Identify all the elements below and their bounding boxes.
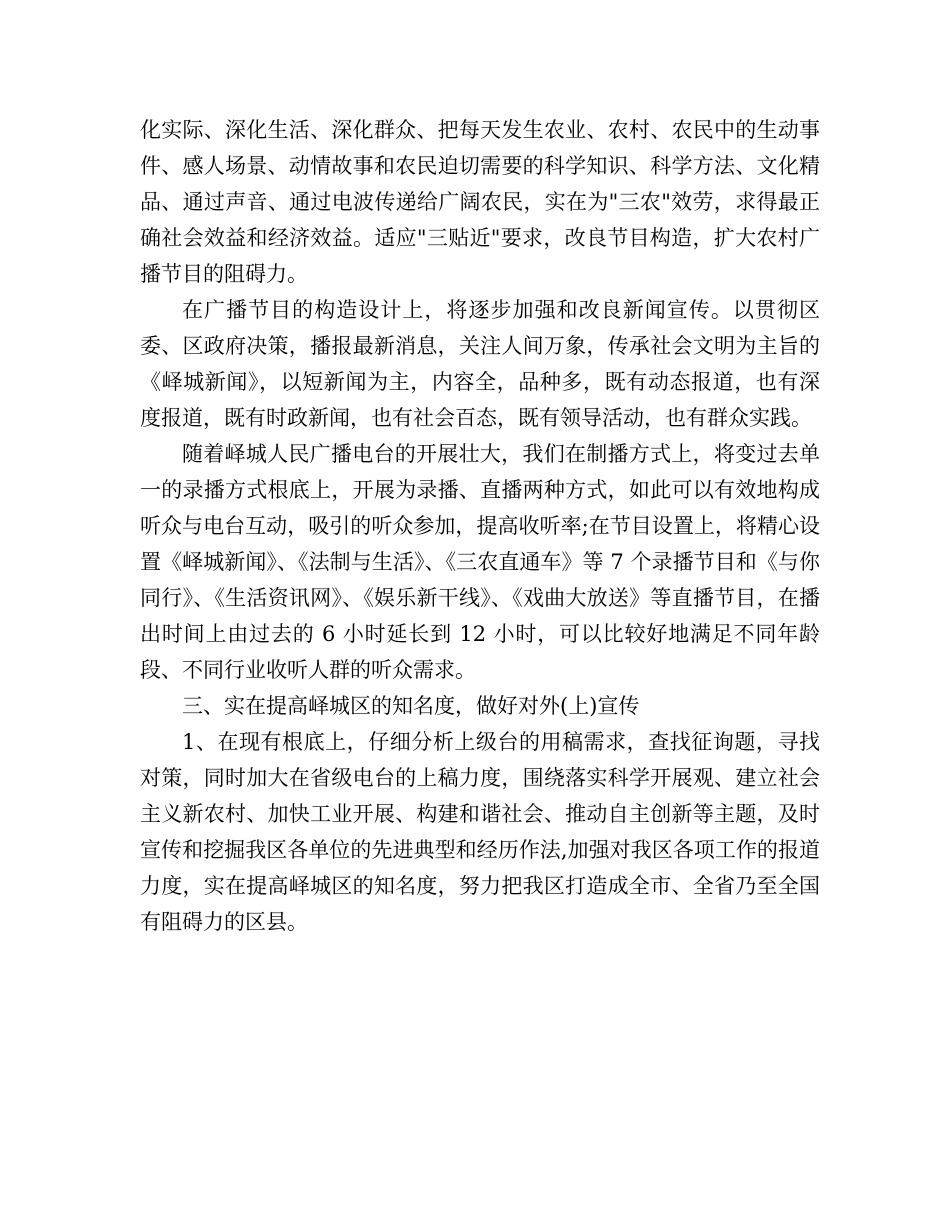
paragraph-2: 在广播节目的构造设计上，将逐步加强和改良新闻宣传。以贯彻区委、区政府决策，播报最新消息，关注人间万象，传承社会文明为主旨的《峄城新闻》，以短新闻为主，内容全，品种多，既有动态报道，也有深度报道，既有时政新闻，也有社会百态，既有领导活动，也有群众实践。: [140, 298, 820, 430]
section-heading-3: 三、实在提高峄城区的知名度，做好对外(上)宣传: [182, 694, 640, 718]
paragraph-4: 1、在现有根底上，仔细分析上级台的用稿需求，查找征询题，寻找对策，同时加大在省级电台的上稿力度，围绕落实科学开展观、建立社会主义新农村、加快工业开展、构建和谐社会、推动自主创新等主题，及时宣传和挖掘我区各单位的先进典型和经历作法,加强对我区各项工作的报道力度，实在提高峄城区的知名度，努力把我区打造成全市、全省乃至全国有阻碍力的区县。: [140, 730, 820, 934]
paragraph-1: 化实际、深化生活、深化群众、把每天发生农业、农村、农民中的生动事件、感人场景、动情故事和农民迫切需要的科学知识、科学方法、文化精品、通过声音、通过电波传递给广阔农民，实在为"三农"效劳，求得最正确社会效益和经济效益。适应"三贴近"要求，改良节目构造，扩大农村广播节目的阻碍力。: [140, 118, 820, 286]
document-page: [140, 112, 820, 940]
paragraph-3: 随着峄城人民广播电台的开展壮大，我们在制播方式上，将变过去单一的录播方式根底上，开展为录播、直播两种方式，如此可以有效地构成听众与电台互动，吸引的听众参加，提高收听率;在节目设置上，将精心设置《峄城新闻》、《法制与生活》、《三农直通车》等 7 个录播节目和《与你同行》、《生活资讯网》、《娱乐新干线》、《戏曲大放送》等直播节目，在播出时间上由过去的 6 小时延长到 12 小时，可以比较好地满足不同年龄段、不同行业收听人群的听众需求。: [140, 442, 820, 682]
